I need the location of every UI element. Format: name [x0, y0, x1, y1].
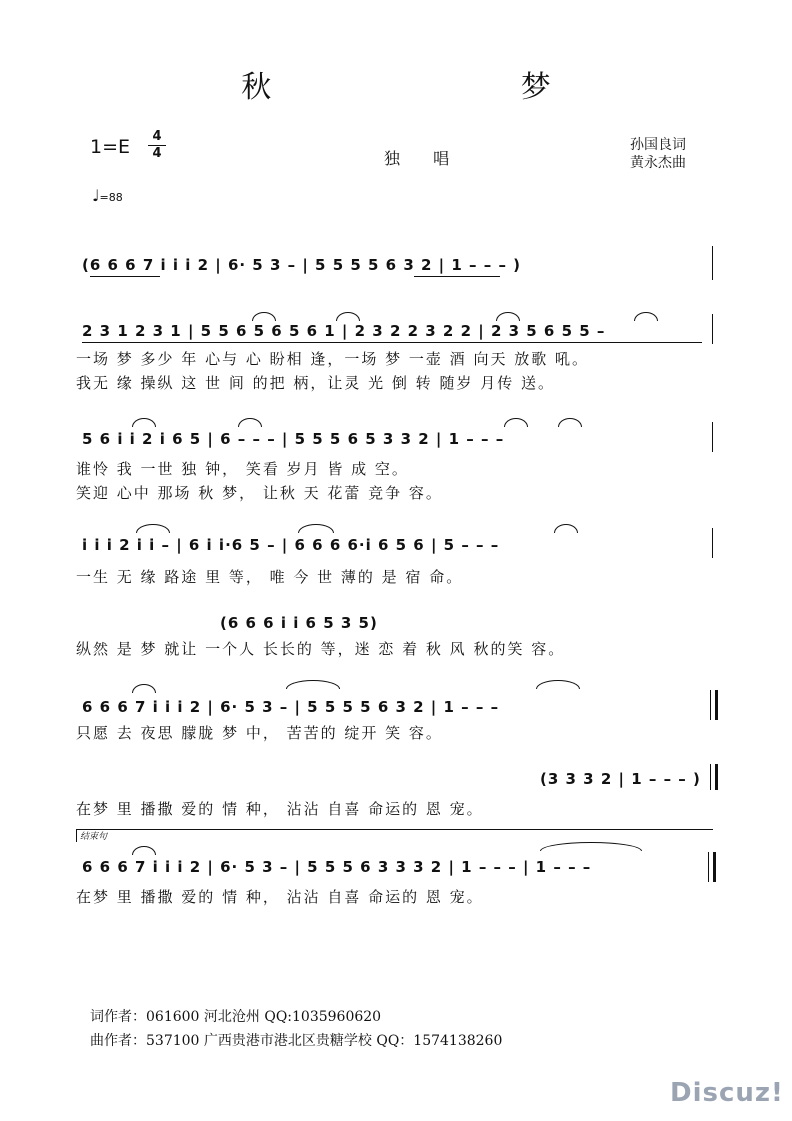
- ending-label: 结束句: [80, 832, 108, 842]
- row-5-lyric: 只愿 去 夜思 朦胧 梦 中， 苦苦的 绽开 笑 容。: [76, 724, 443, 742]
- repeat-barline: [715, 690, 718, 720]
- tempo-marking: [92, 186, 123, 205]
- watermark-logo: Discuz!: [670, 1078, 784, 1108]
- barline: [712, 528, 713, 558]
- slur: [496, 312, 520, 321]
- beam-line: [82, 342, 702, 343]
- slur: [132, 684, 156, 693]
- quarter-note-icon: ♩: [92, 186, 100, 205]
- slur: [540, 842, 642, 851]
- score-row-2-notes: 5 6 i i 2 i 6 5 | 6 – – – | 5 5 5 6 5 3 3 2 | 1 – – –: [82, 430, 505, 448]
- slur: [238, 418, 262, 427]
- composer: 黄永杰曲: [630, 155, 686, 171]
- slur: [634, 312, 658, 321]
- repeat-barline: [715, 764, 718, 790]
- row-1-lyric-verse-2: 我无 缘 操纵 这 世 间 的把 柄，让灵 光 倒 转 随岁 月传 送。: [76, 374, 555, 392]
- slur: [554, 524, 578, 533]
- row-6-lyric: 在梦 里 播撒 爱的 情 种， 沾沾 自喜 命运的 恩 宠。: [76, 800, 484, 818]
- key-signature: 1=E: [90, 136, 131, 158]
- score-row-5-notes: 6 6 6 7 i i i 2 | 6· 5 3 – | 5 5 5 5 6 3 2 | 1 – – –: [82, 698, 500, 716]
- slur: [298, 524, 334, 533]
- slur: [136, 524, 170, 533]
- score-row-6-notes: (3 3 3 2 | 1 – – – ): [540, 770, 701, 788]
- barline: [708, 852, 709, 882]
- lyricist: 孙国良词: [630, 137, 686, 153]
- score-intro: (6 6 6 7 i i i 2 | 6· 5 3 – | 5 5 5 5 6 3 2 | 1 – – – ): [82, 256, 522, 274]
- ending-bracket: [76, 829, 713, 842]
- slur: [132, 418, 156, 427]
- beam-line: [414, 276, 500, 277]
- row-7-lyric: 在梦 里 播撒 爱的 情 种， 沾沾 自喜 命运的 恩 宠。: [76, 888, 484, 906]
- time-signature-bottom: 4: [152, 146, 162, 161]
- row-1-lyric-verse-1: 一场 梦 多少 年 心与 心 盼相 逢，一场 梦 一壶 酒 向天 放歌 吼。: [76, 350, 589, 368]
- row-3-lyric: 一生 无 缘 路途 里 等， 唯 今 世 薄的 是 宿 命。: [76, 568, 464, 586]
- song-title: 秋 梦: [241, 70, 671, 105]
- lyricist-contact: 词作者：061600 河北沧州 QQ:1035960620: [90, 1009, 382, 1025]
- performance-type: 独 唱: [384, 149, 464, 168]
- composer-contact: 曲作者：537100 广西贵港市港北区贵糖学校 QQ：1574138260: [90, 1033, 503, 1049]
- time-signature-top: 4: [152, 129, 162, 144]
- score-row-1-notes: 2 3 1 2 3 1 | 5 5 6 5 6 5 6 1 | 2 3 2 2 3 2 2 | 2 3 5 6 5 5 –: [82, 322, 606, 340]
- row-2-lyric-verse-1: 谁怜 我 一世 独 钟， 笑看 岁月 皆 成 空。: [76, 460, 409, 478]
- row-2-lyric-verse-2: 笑迎 心中 那场 秋 梦， 让秋 天 花蕾 竞争 容。: [76, 484, 443, 502]
- row-4-lyric: 纵然 是 梦 就让 一个人 长长的 等，迷 恋 着 秋 风 秋的笑 容。: [76, 640, 566, 658]
- final-barline: [713, 852, 716, 882]
- score-row-3-notes: i i i 2 i i – | 6 i i·6 5 – | 6 6 6 6·i 6 5 6 | 5 – – –: [82, 536, 500, 554]
- barline: [710, 690, 711, 720]
- slur: [504, 418, 528, 427]
- slur: [286, 680, 340, 689]
- barline: [712, 314, 713, 344]
- slur: [536, 680, 580, 689]
- score-row-4-notes: (6 6 6 i i 6 5 3 5): [220, 614, 378, 632]
- time-signature: [148, 130, 166, 161]
- barline: [712, 246, 713, 280]
- barline: [710, 764, 711, 790]
- credits: [630, 136, 686, 172]
- slur: [336, 312, 360, 321]
- slur: [558, 418, 582, 427]
- beam-line: [90, 276, 160, 277]
- score-row-7-notes: 6 6 6 7 i i i 2 | 6· 5 3 – | 5 5 5 6 3 3 3 2 | 1 – – – | 1 – – –: [82, 858, 592, 876]
- tempo-value: =88: [99, 191, 123, 204]
- barline: [712, 422, 713, 452]
- slur: [132, 846, 156, 855]
- slur: [252, 312, 276, 321]
